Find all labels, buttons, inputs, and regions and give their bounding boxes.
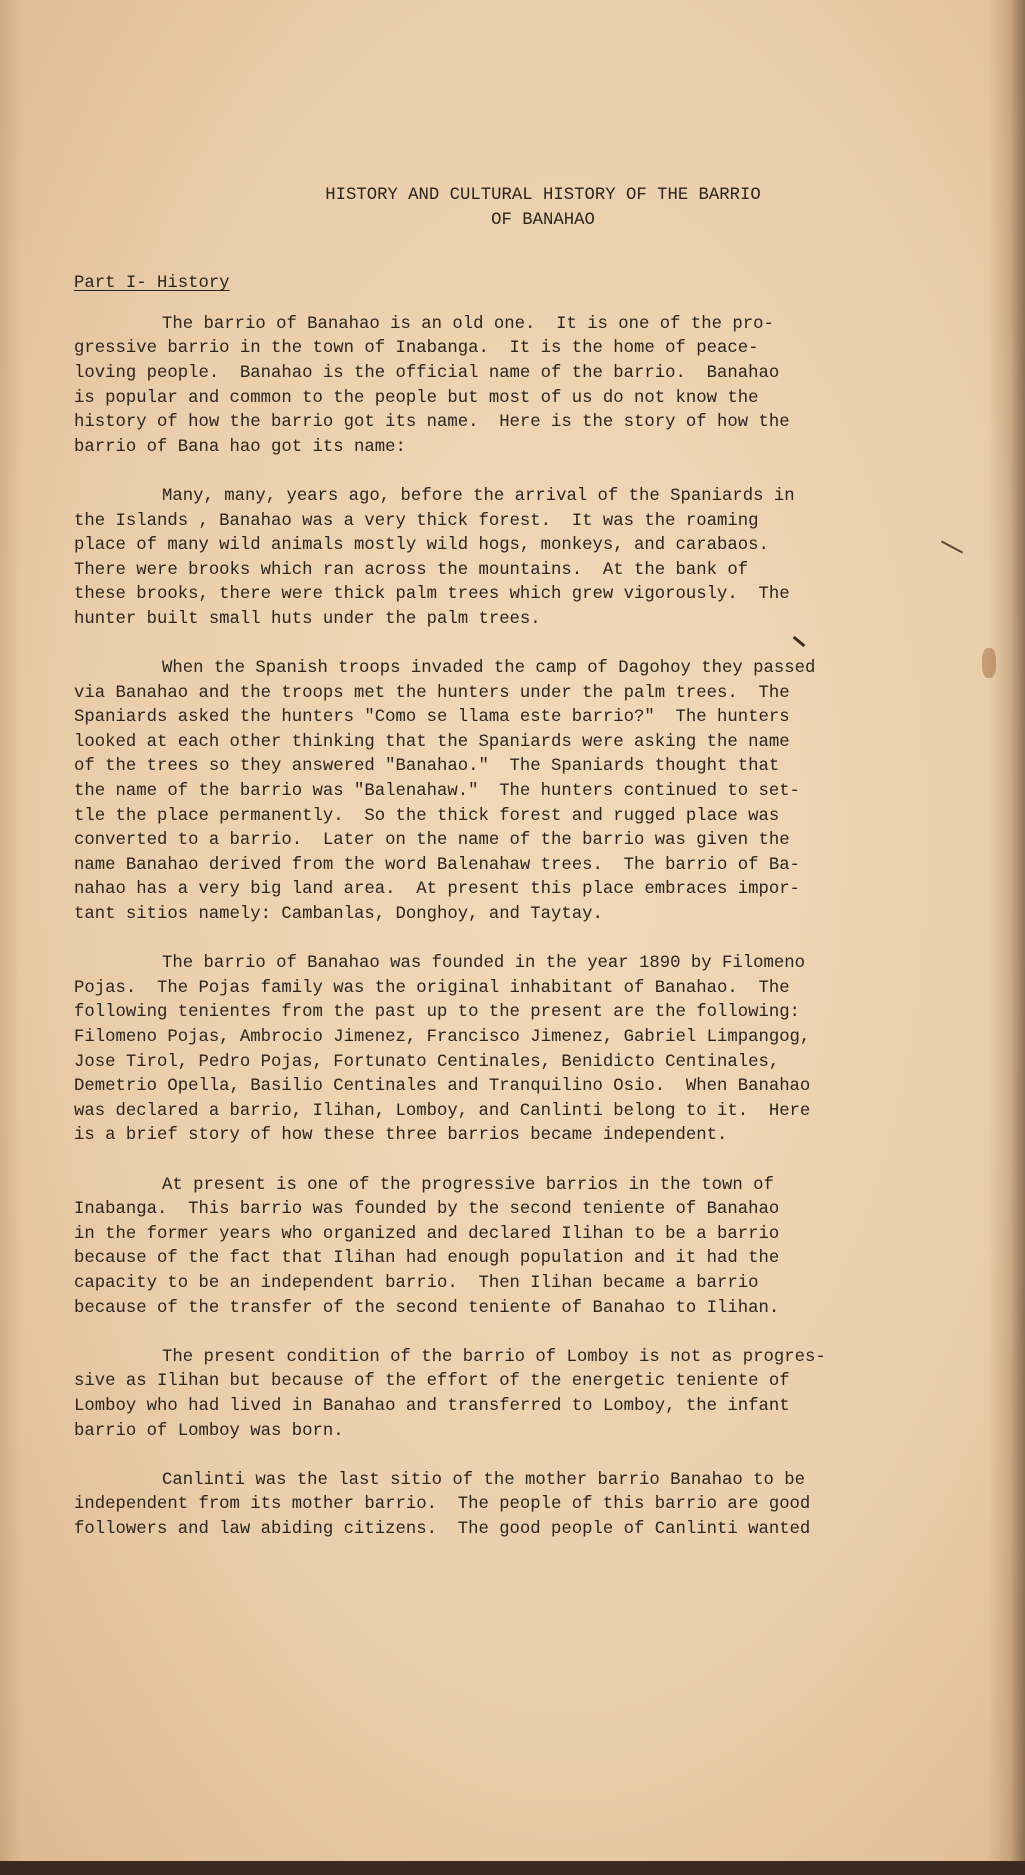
text-line: because of the transfer of the second teniente of Banahao to Ilihan. [74, 1298, 780, 1318]
text-line: is a brief story of how these three barrios became independent. [74, 1126, 728, 1146]
text-line: name Banahao derived from the word Balenahaw trees. The barrio of Ba- [74, 855, 800, 875]
text-line: because of the fact that Ilihan had enough population and it had the [74, 1249, 780, 1269]
text-line: the Islands , Banahao was a very thick forest. It was the roaming [74, 511, 759, 531]
paragraph [74, 485, 952, 633]
text-line: nahao has a very big land area. At present this place embraces impor- [74, 880, 800, 900]
text-line: barrio of Lomboy was born. [74, 1421, 344, 1441]
text-line: looked at each other thinking that the Spaniards were asking the name [74, 732, 790, 752]
document-title [74, 184, 952, 233]
text-line: sive as Ilihan but because of the effort of the energetic teniente of [74, 1372, 790, 1392]
text-line: place of many wild animals mostly wild hogs, monkeys, and carabaos. [74, 536, 769, 556]
text-line: is popular and common to the people but most of us do not know the [74, 388, 759, 408]
text-line: capacity to be an independent barrio. Then Ilihan became a barrio [74, 1273, 759, 1293]
text-line: The barrio of Banahao was founded in the year 1890 by Filomeno [162, 954, 805, 974]
paper-stain [982, 648, 996, 678]
text-line: Many, many, years ago, before the arrival of the Spaniards in [162, 486, 795, 506]
paragraph [74, 1469, 952, 1543]
text-line: Inabanga. This barrio was founded by the second teniente of Banahao [74, 1200, 780, 1220]
text-line: tle the place permanently. So the thick forest and rugged place was [74, 806, 780, 826]
text-line: When the Spanish troops invaded the camp of Dagohoy they passed [162, 659, 816, 679]
text-line: The present condition of the barrio of Lomboy is not as progres- [162, 1347, 826, 1367]
text-line: gressive barrio in the town of Inabanga. It is the home of peace- [74, 339, 759, 359]
text-line: in the former years who organized and declared Ilihan to be a barrio [74, 1224, 780, 1244]
text-line: tant sitios namely: Cambanlas, Donghoy, and Taytay. [74, 905, 603, 925]
text-line: the name of the barrio was "Balenahaw." The hunters continued to set- [74, 782, 800, 802]
bottom-edge [0, 1861, 1025, 1875]
document-body [74, 184, 952, 1542]
text-line: independent from its mother barrio. The people of this barrio are good [74, 1495, 811, 1515]
title-line-2: OF BANAHAO [491, 210, 595, 230]
paragraph [74, 657, 952, 928]
paragraph [74, 952, 952, 1149]
text-line: was declared a barrio, Ilihan, Lomboy, and Canlinti belong to it. Here [74, 1101, 811, 1121]
text-line: following tenientes from the past up to the present are the following: [74, 1003, 800, 1023]
text-line: history of how the barrio got its name. Here is the story of how the [74, 413, 790, 433]
text-line: Demetrio Opella, Basilio Centinales and Tranquilino Osio. When Banahao [74, 1077, 811, 1097]
text-line: via Banahao and the troops met the hunters under the palm trees. The [74, 683, 790, 703]
text-line: converted to a barrio. Later on the name of the barrio was given the [74, 831, 790, 851]
text-line: these brooks, there were thick palm trees which grew vigorously. The [74, 585, 790, 605]
paragraph [74, 313, 952, 461]
paragraphs [74, 313, 952, 1543]
text-line: loving people. Banahao is the official name of the barrio. Banahao [74, 363, 780, 383]
text-line: Spaniards asked the hunters "Como se llama este barrio?" The hunters [74, 708, 790, 728]
text-line: hunter built small huts under the palm trees. [74, 609, 541, 629]
paragraph [74, 1174, 952, 1322]
text-line: Pojas. The Pojas family was the original inhabitant of Banahao. The [74, 978, 790, 998]
text-line: Lomboy who had lived in Banahao and transferred to Lomboy, the infant [74, 1396, 790, 1416]
paragraph [74, 1346, 952, 1444]
text-line: The barrio of Banahao is an old one. It is one of the pro- [162, 314, 774, 334]
title-line-1: HISTORY AND CULTURAL HISTORY OF THE BARRIO [325, 186, 761, 205]
text-line: There were brooks which ran across the mountains. At the bank of [74, 560, 749, 580]
text-line: At present is one of the progressive barrios in the town of [162, 1175, 774, 1195]
text-line: Canlinti was the last sitio of the mother barrio Banahao to be [162, 1470, 805, 1490]
text-line: Filomeno Pojas, Ambrocio Jimenez, Francisco Jimenez, Gabriel Limpangog, [74, 1028, 811, 1047]
page-left-shadow [0, 0, 22, 1875]
text-line: Jose Tirol, Pedro Pojas, Fortunato Centinales, Benidicto Centinales, [74, 1052, 780, 1072]
text-line: barrio of Bana hao got its name: [74, 437, 406, 457]
page-right-shadow [987, 0, 1025, 1875]
text-line: followers and law abiding citizens. The good people of Canlinti wanted [74, 1519, 811, 1539]
text-line: of the trees so they answered "Banahao." The Spaniards thought that [74, 757, 780, 777]
section-heading: Part I- History [74, 274, 230, 294]
